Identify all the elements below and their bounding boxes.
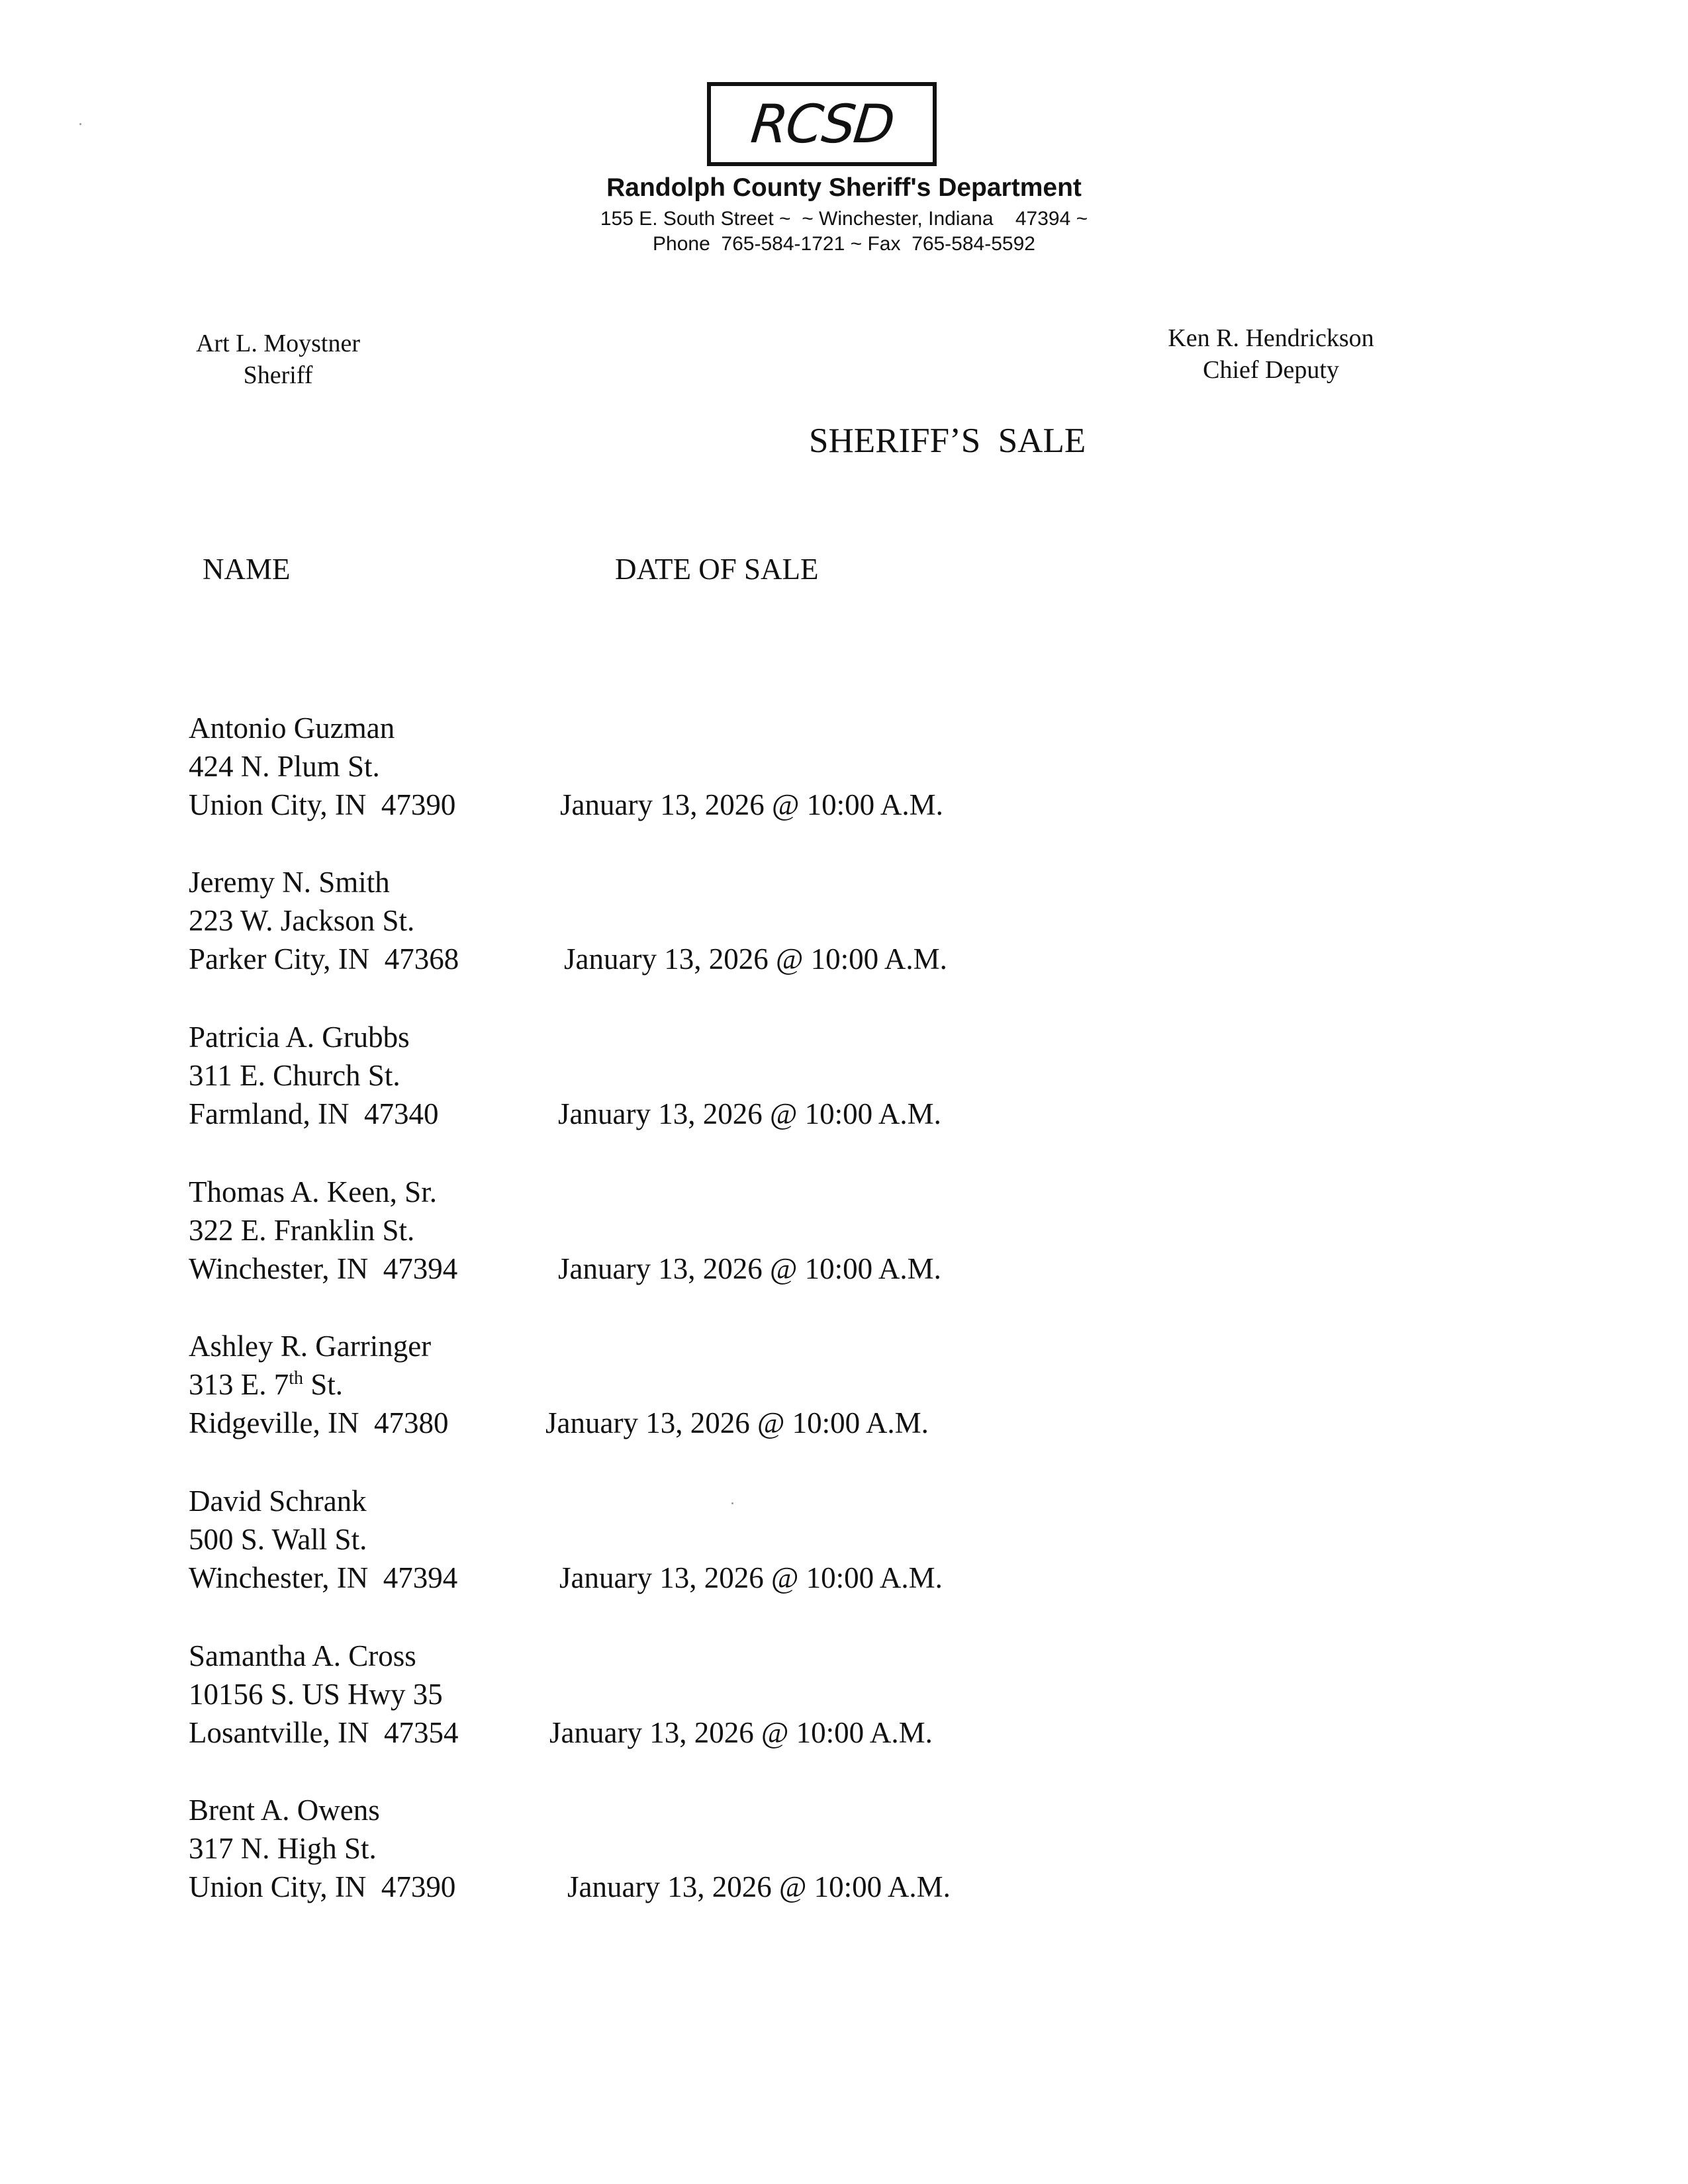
department-address: 155 E. South Street ~ ~ Winchester, Indiana 47394 ~: [600, 208, 1088, 230]
sale-entry: [189, 1637, 1049, 1756]
sale-entry: [189, 1018, 1049, 1137]
entry-city: Winchester, IN 47394: [189, 1252, 458, 1285]
entry-name: Jeremy N. Smith: [189, 866, 390, 899]
chief-deputy-title: Chief Deputy: [1203, 356, 1339, 384]
entry-sale-date: January 13, 2026 @ 10:00 A.M.: [564, 942, 947, 976]
entry-name: Ashley R. Garringer: [189, 1330, 432, 1363]
entry-sale-date: January 13, 2026 @ 10:00 A.M.: [559, 1561, 943, 1594]
entry-name: Thomas A. Keen, Sr.: [189, 1175, 437, 1208]
entry-sale-date: January 13, 2026 @ 10:00 A.M.: [567, 1870, 951, 1903]
entry-street: 500 S. Wall St.: [189, 1523, 367, 1556]
entry-street-ordinal: th: [289, 1368, 304, 1388]
name-column-header: NAME: [203, 553, 291, 586]
entry-city: Losantville, IN 47354: [189, 1716, 459, 1749]
sale-entry: [189, 1173, 1049, 1292]
entry-name: David Schrank: [189, 1484, 367, 1518]
sale-entry: [189, 1482, 1049, 1601]
document-title: SHERIFF’S SALE: [809, 422, 1086, 460]
sheriff-name: Art L. Moystner: [195, 330, 361, 357]
entry-city: Farmland, IN 47340: [189, 1097, 439, 1130]
entry-city: Ridgeville, IN 47380: [189, 1406, 449, 1439]
department-name: Randolph County Sheriff's Department: [606, 173, 1082, 202]
sale-entry: [189, 1327, 1049, 1446]
entry-name: Patricia A. Grubbs: [189, 1021, 410, 1054]
entry-street: 424 N. Plum St.: [189, 750, 380, 783]
entry-street: 311 E. Church St.: [189, 1059, 400, 1092]
entry-street: 10156 S. US Hwy 35: [189, 1678, 443, 1711]
sale-entry: [189, 863, 1049, 982]
entry-city: Union City, IN 47390: [189, 1870, 456, 1903]
date-column-header: DATE OF SALE: [615, 553, 819, 586]
entry-sale-date: January 13, 2026 @ 10:00 A.M.: [549, 1716, 933, 1749]
entry-street: 317 N. High St.: [189, 1832, 377, 1865]
entry-city: Winchester, IN 47394: [189, 1561, 458, 1594]
entry-sale-date: January 13, 2026 @ 10:00 A.M.: [558, 1097, 941, 1130]
entry-name: Samantha A. Cross: [189, 1639, 416, 1672]
entry-street: 223 W. Jackson St.: [189, 904, 415, 937]
scan-speck: [731, 1502, 733, 1504]
entry-street: [189, 1365, 343, 1404]
entry-name: Brent A. Owens: [189, 1794, 380, 1827]
sale-entry: [189, 709, 1049, 828]
logo-text: RCSD: [748, 93, 896, 155]
entry-street: 322 E. Franklin St.: [189, 1214, 415, 1247]
entry-city: Parker City, IN 47368: [189, 942, 459, 976]
entry-sale-date: January 13, 2026 @ 10:00 A.M.: [560, 788, 943, 821]
entry-sale-date: January 13, 2026 @ 10:00 A.M.: [545, 1406, 929, 1439]
sheriff-block: [165, 328, 391, 391]
entry-name: Antonio Guzman: [189, 711, 395, 745]
rcsd-logo: [707, 82, 937, 166]
entry-city: Union City, IN 47390: [189, 788, 456, 821]
entry-street-prefix: 313 E. 7: [189, 1368, 289, 1401]
sheriff-title: Sheriff: [243, 361, 313, 389]
entry-sale-date: January 13, 2026 @ 10:00 A.M.: [558, 1252, 941, 1285]
department-phone: Phone 765-584-1721 ~ Fax 765-584-5592: [653, 233, 1035, 255]
scan-speck: [79, 123, 81, 125]
entry-street-suffix: St.: [303, 1368, 344, 1401]
chief-deputy-name: Ken R. Hendrickson: [1168, 324, 1374, 352]
sale-entry: [189, 1791, 1049, 1910]
chief-deputy-block: [1125, 322, 1417, 386]
